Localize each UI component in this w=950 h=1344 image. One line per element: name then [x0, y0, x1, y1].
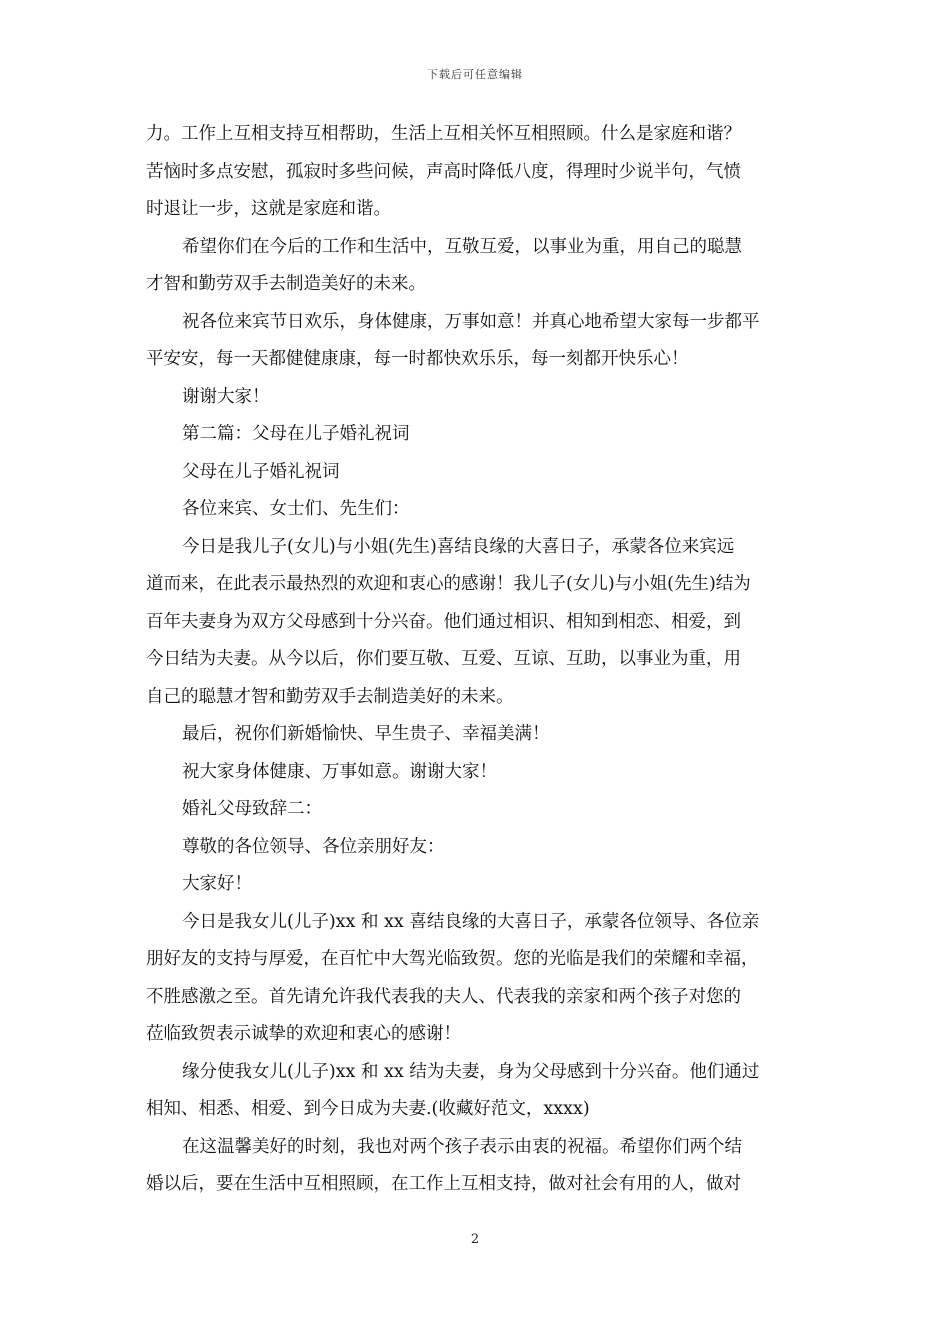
text-line: 今日结为夫妻。从今以后，你们要互敬、互爱、互谅、互助，以事业为重，用 [146, 649, 741, 669]
text-line: 力。工作上互相支持互相帮助，生活上互相关怀互相照顾。什么是家庭和谐？ [146, 124, 741, 144]
text-line: 百年夫妻身为双方父母感到十分兴奋。他们通过相识、相知到相恋、相爱，到 [146, 611, 741, 632]
text-line: 缘分使我女儿(儿子)xx 和 xx 结为夫妻，身为父母感到十分兴奋。他们通过 [182, 1061, 760, 1082]
text-line: 祝大家身体健康、万事如意。谢谢大家！ [182, 761, 497, 782]
text-line: 今日是我儿子(女儿)与小姐(先生)喜结良缘的大喜日子，承蒙各位来宾远 [182, 536, 735, 557]
text-line: 尊敬的各位领导、各位亲朋好友： [182, 836, 445, 857]
text-line: 第二篇：父母在儿子婚礼祝词 [182, 424, 410, 444]
text-line: 相知、相悉、相爱、到今日成为夫妻.(收藏好范文，xxxx) [146, 1099, 590, 1119]
text-line: 莅临致贺表示诚挚的欢迎和衷心的感谢！ [146, 1024, 461, 1044]
text-line: 平安安，每一天都健健康康，每一时都快欢乐乐，每一刻都开快乐心！ [146, 349, 689, 369]
text-line: 今日是我女儿(儿子)xx 和 xx 喜结良缘的大喜日子，承蒙各位领导、各位亲 [182, 911, 760, 932]
text-line: 大家好！ [182, 874, 252, 894]
text-line: 苦恼时多点安慰，孤寂时多些问候，声高时降低八度，得理时少说半句，气愤 [146, 161, 741, 182]
page-number: 2 [470, 1232, 480, 1247]
text-line: 时退让一步，这就是家庭和谐。 [146, 199, 391, 219]
text-line: 自己的聪慧才智和勤劳双手去制造美好的未来。 [146, 686, 514, 707]
text-line: 希望你们在今后的工作和生活中，互敬互爱，以事业为重，用自己的聪慧 [182, 236, 742, 257]
text-line: 婚以后，要在生活中互相照顾，在工作上互相支持，做对社会有用的人，做对 [146, 1174, 741, 1194]
text-line: 祝各位来宾节日欢乐，身体健康，万事如意！并真心地希望大家每一步都平 [182, 311, 760, 332]
text-line: 在这温馨美好的时刻，我也对两个孩子表示由衷的祝福。希望你们两个结 [182, 1136, 742, 1157]
text-line: 各位来宾、女士们、先生们： [182, 499, 410, 519]
text-line: 不胜感激之至。首先请允许我代表我的夫人、代表我的亲家和两个孩子对您的 [146, 986, 741, 1007]
document-body [146, 116, 812, 1204]
text-line: 朋好友的支持与厚爱，在百忙中大驾光临致贺。您的光临是我们的荣耀和幸福， [146, 949, 759, 969]
page-header: 下载后可任意编辑 [427, 68, 523, 81]
text-line: 道而来，在此表示最热烈的欢迎和衷心的感谢！我儿子(女儿)与小姐(先生)结为 [146, 574, 751, 594]
text-line: 最后，祝你们新婚愉快、早生贵子、幸福美满！ [182, 724, 550, 744]
text-line: 父母在儿子婚礼祝词 [182, 461, 340, 482]
text-line: 谢谢大家！ [182, 386, 270, 407]
text-line: 婚礼父母致辞二： [182, 799, 322, 819]
text-line: 才智和勤劳双手去制造美好的未来。 [146, 274, 426, 294]
